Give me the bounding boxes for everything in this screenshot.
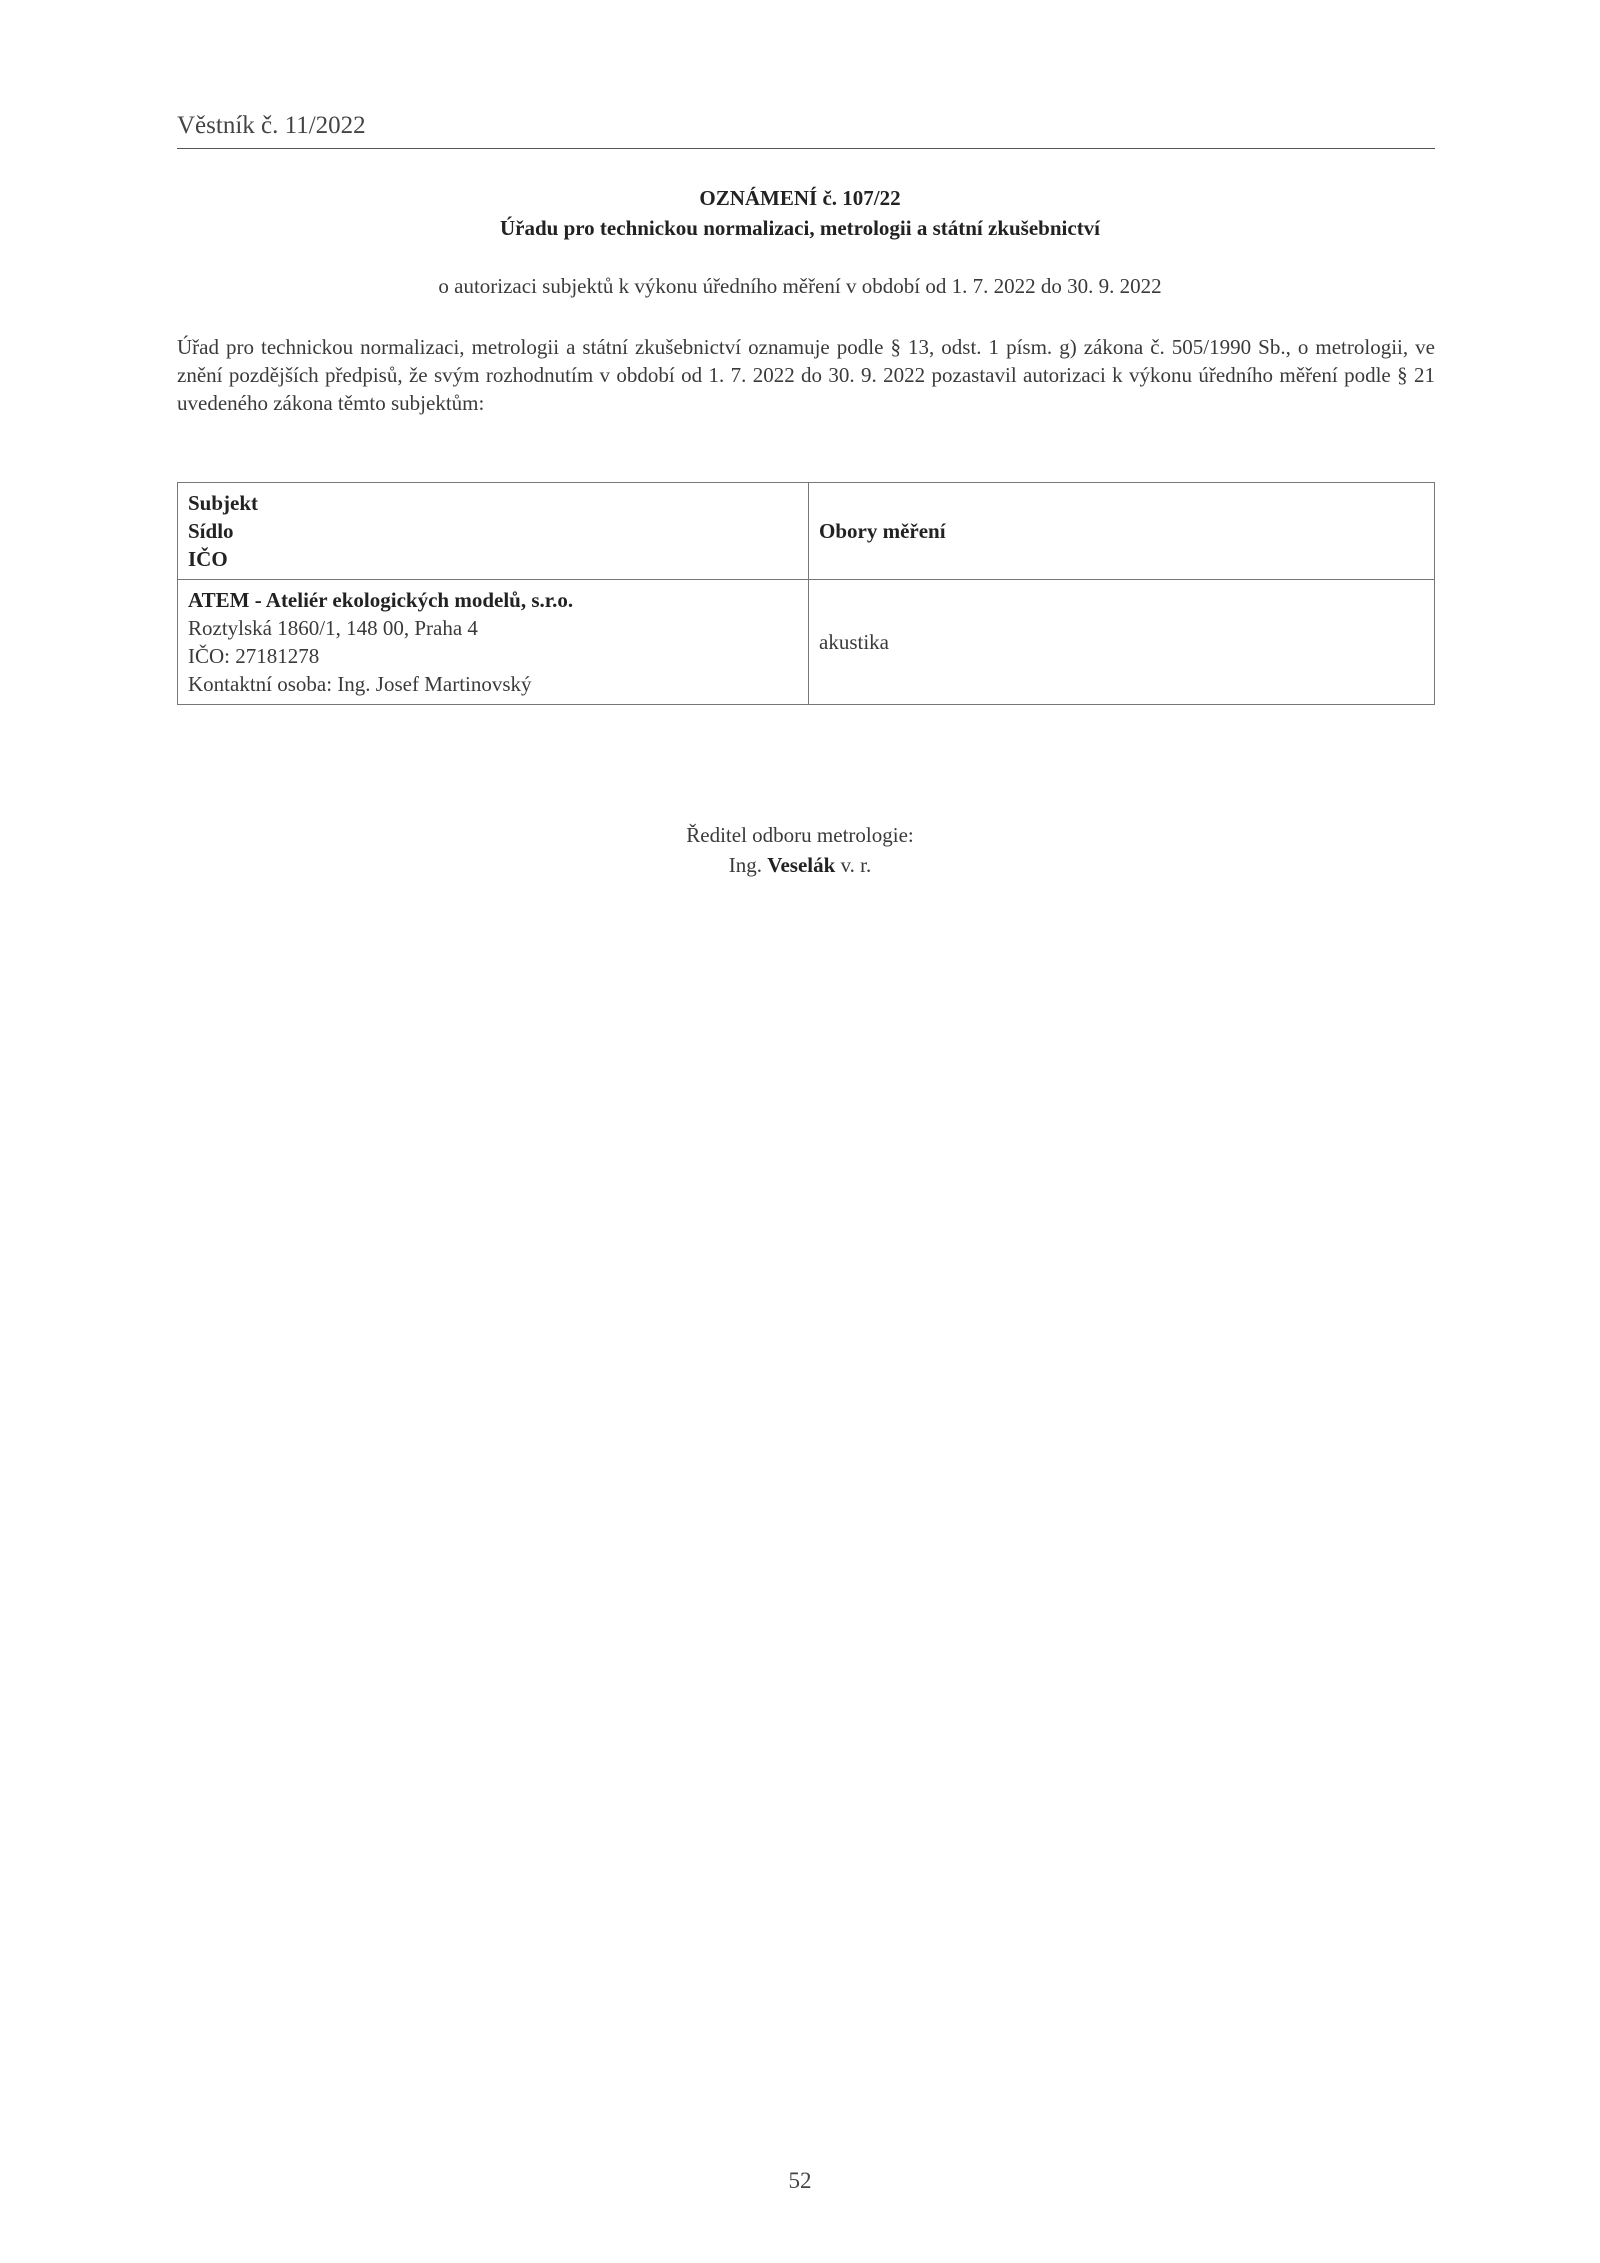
header-seat: Sídlo [188, 519, 234, 543]
subject-cell [178, 580, 809, 705]
notice-authority: Úřadu pro technickou normalizaci, metrologii a státní zkušebnictví [499, 216, 1101, 240]
signature-title: Ing. [728, 853, 762, 877]
signature-surname: Veselák [767, 853, 836, 877]
header-subject: Subjekt [188, 491, 259, 515]
notice-body: Úřad pro technickou normalizaci, metrologii a státní zkušebnictví oznamuje podle § 13, odst. 1 písm. g) zákona č. 505/1990 Sb., o metrologii, ve znění pozdějších předpisů, že svým rozhodnutím v období od 1. 7. 2022 do 30. 9. 2022 pozastavil autorizaci k výkonu úředního měření podle § 21 uvedeného zákona těmto subjektům: [177, 335, 1435, 415]
header-subject-cell [178, 483, 809, 580]
notice-subject: o autorizaci subjektů k výkonu úředního měření v období od 1. 7. 2022 do 30. 9. 2022 [438, 274, 1162, 298]
notice-number: OZNÁMENÍ č. 107/22 [699, 186, 901, 210]
header-ico: IČO [188, 547, 228, 571]
signature-name [0, 850, 1600, 880]
measurement-field: akustika [809, 580, 1435, 705]
table-header-row [178, 483, 1435, 580]
subjects-table [177, 482, 1435, 705]
header-fields: Obory měření [809, 483, 1435, 580]
subject-address: Roztylská 1860/1, 148 00, Praha 4 [188, 616, 478, 640]
subject-ico: IČO: 27181278 [188, 644, 320, 668]
subject-contact: Kontaktní osoba: Ing. Josef Martinovský [188, 672, 532, 696]
page-number: 52 [788, 2168, 812, 2193]
page-header [177, 112, 1435, 149]
signature-suffix: v. r. [840, 853, 872, 877]
signature-role: Ředitel odboru metrologie: [686, 823, 914, 847]
journal-issue: Věstník č. 11/2022 [177, 112, 366, 139]
signature-block [0, 820, 1600, 880]
table-row [178, 580, 1435, 705]
subject-name: ATEM - Ateliér ekologických modelů, s.r.o. [188, 588, 574, 612]
